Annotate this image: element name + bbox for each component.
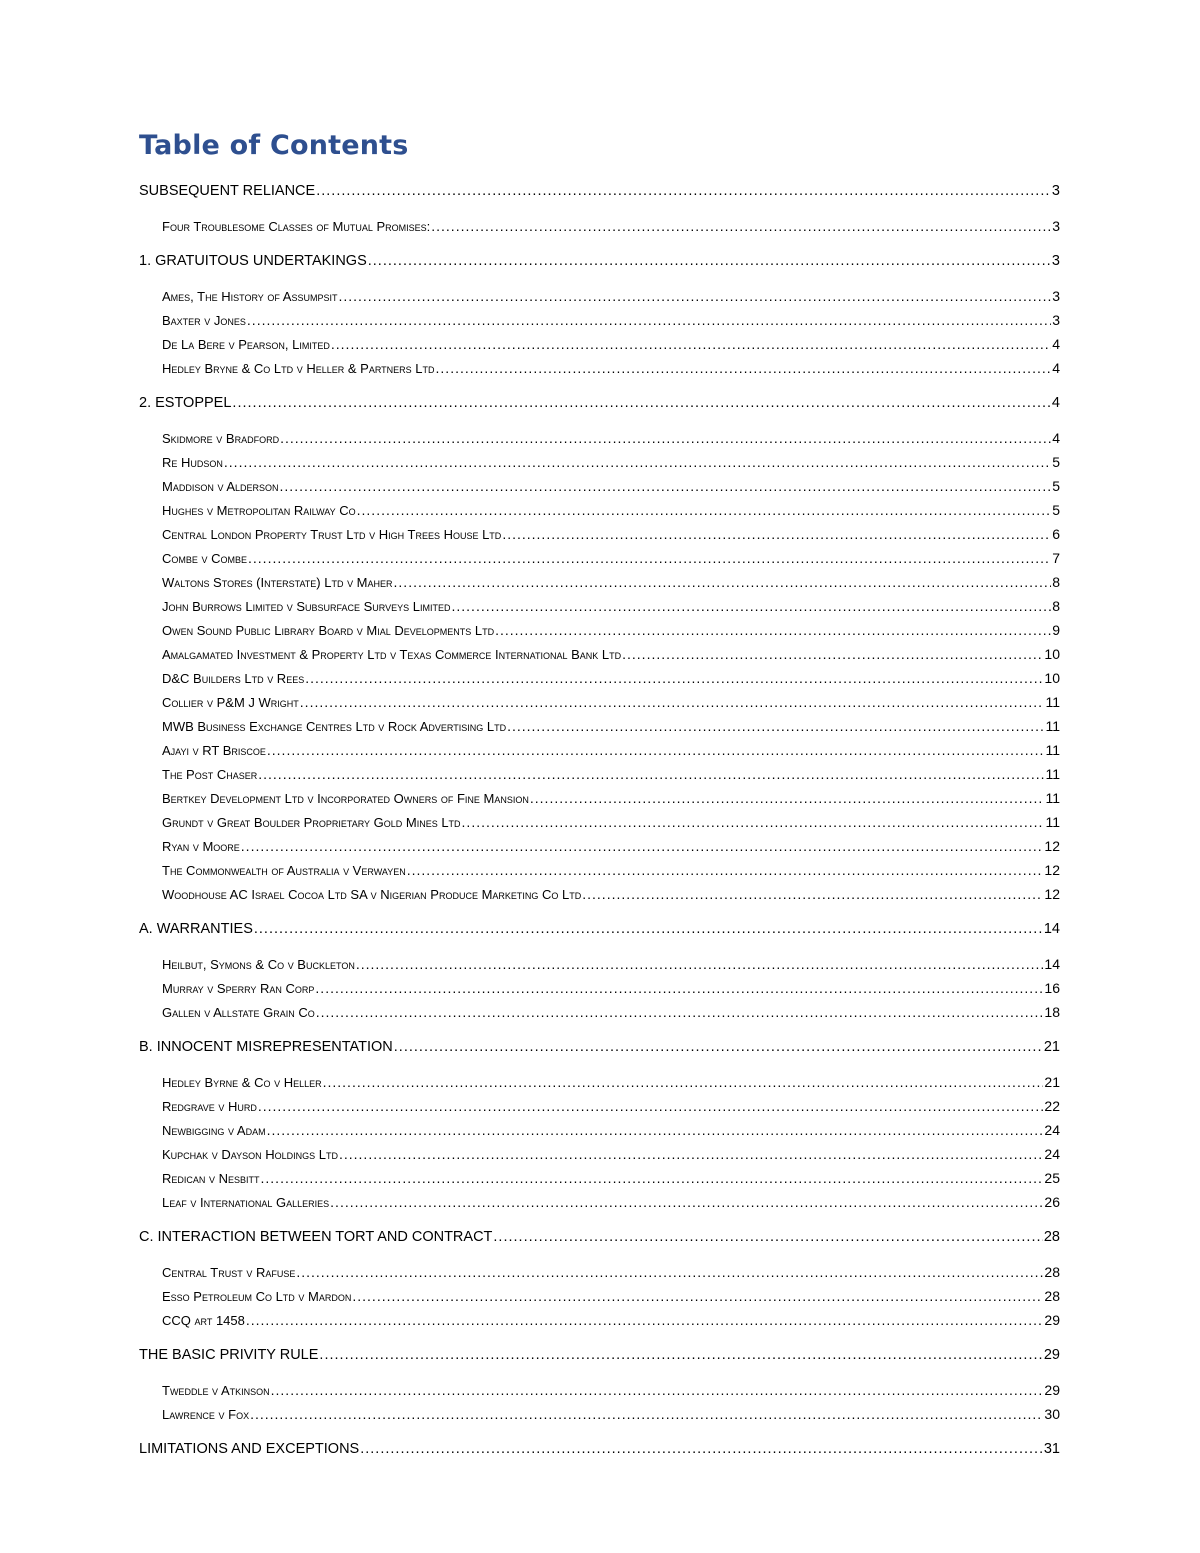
toc-page-number: 4 (1051, 395, 1060, 411)
toc-entry-label: Central London Property Trust Ltd v High Trees House Ltd (162, 527, 502, 542)
toc-heading-entry[interactable] (139, 391, 1060, 415)
toc-dot-leader (241, 834, 1044, 858)
toc-subentry[interactable] (139, 834, 1060, 858)
toc-dot-leader (352, 1284, 1043, 1308)
toc-entry-label: D&C Builders Ltd v Rees (162, 671, 305, 686)
toc-page-number: 29 (1043, 1347, 1060, 1363)
toc-entry-label: The Post Chaser (162, 767, 258, 782)
toc-subentry[interactable] (139, 522, 1060, 546)
toc-subentry[interactable] (139, 1118, 1060, 1142)
toc-entry-label: A. WARRANTIES (139, 921, 253, 937)
toc-entry-label: The Commonwealth of Australia v Verwayen (162, 863, 406, 878)
toc-subentry[interactable] (139, 570, 1060, 594)
toc-page-number: 5 (1052, 502, 1060, 518)
toc-entry-label: 2. ESTOPPEL (139, 395, 232, 411)
toc-dot-leader (258, 1094, 1044, 1118)
toc-page-number: 5 (1052, 478, 1060, 494)
toc-page-number: 22 (1044, 1098, 1060, 1114)
toc-entry-label: Heilbut, Symons & Co v Buckleton (162, 957, 355, 972)
toc-dot-leader (261, 1166, 1044, 1190)
toc-entry-label: Re Hudson (162, 455, 223, 470)
toc-page-number: 21 (1043, 1039, 1060, 1055)
toc-subentry[interactable] (139, 1000, 1060, 1024)
toc-page-number: 31 (1043, 1441, 1060, 1457)
toc-subentry[interactable] (139, 1402, 1060, 1426)
toc-page-number: 8 (1052, 574, 1060, 590)
toc-subentry[interactable] (139, 426, 1060, 450)
toc-page-number: 29 (1044, 1382, 1060, 1398)
toc-entry-label: Tweddle v Atkinson (162, 1383, 270, 1398)
toc-dot-leader (493, 1225, 1042, 1249)
toc-page-number: 25 (1044, 1170, 1060, 1186)
toc-entry-label: 1. GRATUITOUS UNDERTAKINGS (139, 253, 367, 269)
toc-dot-leader (339, 1142, 1043, 1166)
toc-subentry[interactable] (139, 762, 1060, 786)
toc-dot-leader (495, 618, 1051, 642)
toc-dot-leader (280, 474, 1052, 498)
toc-entry-label: Gallen v Allstate Grain Co (162, 1005, 315, 1020)
toc-heading-entry[interactable] (139, 249, 1060, 273)
toc-page-number: 11 (1045, 694, 1060, 710)
toc-entry-label: Bertkey Development Ltd v Incorporated Owners of Fine Mansion (162, 791, 529, 806)
toc-subentry[interactable] (139, 714, 1060, 738)
toc-page-number: 10 (1044, 670, 1060, 686)
toc-page-number: 12 (1044, 886, 1060, 902)
toc-heading-entry[interactable] (139, 1343, 1060, 1367)
toc-subentry[interactable] (139, 546, 1060, 570)
toc-dot-leader (507, 714, 1044, 738)
toc-entry-label: Amalgamated Investment & Property Ltd v Texas Commerce International Bank Ltd (162, 647, 622, 662)
toc-subentry[interactable] (139, 1308, 1060, 1332)
toc-page-number: 14 (1043, 921, 1060, 937)
toc-entry-label: Redican v Nesbitt (162, 1171, 260, 1186)
toc-subentry[interactable] (139, 666, 1060, 690)
toc-dot-leader (530, 786, 1045, 810)
toc-page-number: 8 (1052, 598, 1060, 614)
toc-page-number: 6 (1052, 526, 1060, 542)
toc-dot-leader (247, 308, 1051, 332)
toc-page-number: 11 (1045, 718, 1060, 734)
toc-entry-label: Ajayi v RT Briscoe (162, 743, 266, 758)
toc-entry-label: Redgrave v Hurd (162, 1099, 257, 1114)
toc-entry-label: Waltons Stores (Interstate) Ltd v Maher (162, 575, 393, 590)
toc-entry-label: C. INTERACTION BETWEEN TORT AND CONTRACT (139, 1229, 493, 1245)
toc-dot-leader (462, 810, 1045, 834)
toc-page-number: 5 (1052, 454, 1060, 470)
toc-page-number: 21 (1044, 1074, 1060, 1090)
toc-page-number: 10 (1044, 646, 1060, 662)
toc-entry-label: Leaf v International Galleries (162, 1195, 330, 1210)
toc-page-number: 11 (1045, 814, 1060, 830)
toc-entry-label: Combe v Combe (162, 551, 248, 566)
toc-entry-label: Maddison v Alderson (162, 479, 279, 494)
toc-dot-leader (316, 1000, 1044, 1024)
toc-subentry[interactable] (139, 498, 1060, 522)
toc-list (139, 179, 1060, 1461)
toc-page-number: 12 (1044, 838, 1060, 854)
toc-dot-leader (271, 1378, 1044, 1402)
toc-page-number: 3 (1051, 253, 1060, 269)
toc-page-number: 4 (1052, 336, 1060, 352)
toc-dot-leader (250, 1402, 1043, 1426)
toc-entry-label: Hedley Bryne & Co Ltd v Heller & Partners Ltd (162, 361, 435, 376)
toc-subentry[interactable] (139, 1378, 1060, 1402)
toc-dot-leader (394, 1035, 1043, 1059)
toc-entry-label: Baxter v Jones (162, 313, 246, 328)
toc-page-number: 3 (1051, 183, 1060, 199)
toc-subentry[interactable] (139, 690, 1060, 714)
toc-entry-label: B. INNOCENT MISREPRESENTATION (139, 1039, 393, 1055)
toc-subentry[interactable] (139, 882, 1060, 906)
toc-dot-leader (356, 952, 1044, 976)
toc-dot-leader (246, 1308, 1044, 1332)
toc-entry-label: Owen Sound Public Library Board v Mial Developments Ltd (162, 623, 495, 638)
toc-subentry[interactable] (139, 214, 1060, 238)
toc-dot-leader (436, 356, 1052, 380)
toc-dot-leader (622, 642, 1043, 666)
toc-dot-leader (319, 1343, 1042, 1367)
toc-page-number: 9 (1052, 622, 1060, 638)
toc-page-number: 3 (1052, 312, 1060, 328)
toc-entry-label: John Burrows Limited v Subsurface Surveys Limited (162, 599, 451, 614)
toc-dot-leader (316, 179, 1051, 203)
toc-entry-label: Lawrence v Fox (162, 1407, 250, 1422)
toc-dot-leader (502, 522, 1051, 546)
toc-page-number: 4 (1052, 430, 1060, 446)
toc-dot-leader (224, 450, 1051, 474)
toc-dot-leader (452, 594, 1052, 618)
toc-dot-leader (368, 249, 1051, 273)
toc-dot-leader (431, 214, 1051, 238)
toc-dot-leader (267, 1118, 1044, 1142)
toc-dot-leader (315, 976, 1043, 1000)
toc-subentry[interactable] (139, 976, 1060, 1000)
toc-subentry[interactable] (139, 952, 1060, 976)
toc-page-number: 28 (1044, 1264, 1060, 1280)
toc-subentry[interactable] (139, 474, 1060, 498)
toc-heading-entry[interactable] (139, 917, 1060, 941)
toc-dot-leader (360, 1437, 1043, 1461)
toc-entry-label: Ames, The History of Assumpsit (162, 289, 338, 304)
toc-subentry[interactable] (139, 332, 1060, 356)
toc-entry-label: Murray v Sperry Ran Corp (162, 981, 315, 996)
toc-entry-label: SUBSEQUENT RELIANCE (139, 183, 316, 199)
toc-dot-leader (254, 917, 1043, 941)
toc-entry-label: Hughes v Metropolitan Railway Co (162, 503, 356, 518)
toc-dot-leader (338, 284, 1051, 308)
toc-subentry[interactable] (139, 1166, 1060, 1190)
toc-subentry[interactable] (139, 786, 1060, 810)
toc-subentry[interactable] (139, 1094, 1060, 1118)
toc-subentry[interactable] (139, 738, 1060, 762)
toc-dot-leader (248, 546, 1051, 570)
toc-page-number: 11 (1045, 790, 1060, 806)
toc-heading-entry[interactable] (139, 1437, 1060, 1461)
toc-subentry[interactable] (139, 450, 1060, 474)
toc-dot-leader (582, 882, 1043, 906)
document-page (139, 127, 1060, 1461)
toc-subentry[interactable] (139, 1190, 1060, 1214)
toc-dot-leader (394, 570, 1052, 594)
toc-subentry[interactable] (139, 1142, 1060, 1166)
toc-entry-label: MWB Business Exchange Centres Ltd v Rock Advertising Ltd (162, 719, 507, 734)
toc-entry-label: THE BASIC PRIVITY RULE (139, 1347, 319, 1363)
toc-dot-leader (267, 738, 1045, 762)
toc-subentry[interactable] (139, 1070, 1060, 1094)
toc-dot-leader (280, 426, 1051, 450)
toc-subentry[interactable] (139, 642, 1060, 666)
toc-subentry[interactable] (139, 810, 1060, 834)
toc-entry-label: LIMITATIONS AND EXCEPTIONS (139, 1441, 360, 1457)
toc-subentry[interactable] (139, 356, 1060, 380)
toc-dot-leader (331, 332, 1051, 356)
toc-entry-label: Kupchak v Dayson Holdings Ltd (162, 1147, 338, 1162)
toc-heading-entry[interactable] (139, 1035, 1060, 1059)
toc-entry-label: De La Bere v Pearson, Limited (162, 337, 330, 352)
toc-entry-label: Collier v P&M J Wright (162, 695, 299, 710)
toc-entry-label: Newbigging v Adam (162, 1123, 266, 1138)
toc-page-number: 3 (1052, 288, 1060, 304)
toc-heading-entry[interactable] (139, 179, 1060, 203)
toc-dot-leader (357, 498, 1052, 522)
toc-dot-leader (330, 1190, 1043, 1214)
toc-page-number: 16 (1044, 980, 1060, 996)
toc-page-number: 29 (1044, 1312, 1060, 1328)
toc-entry-label: Hedley Byrne & Co v Heller (162, 1075, 322, 1090)
toc-page-number: 7 (1052, 550, 1060, 566)
toc-title: Table of Contents (139, 130, 409, 161)
toc-entry-label: Esso Petroleum Co Ltd v Mardon (162, 1289, 352, 1304)
toc-subentry[interactable] (139, 618, 1060, 642)
toc-entry-label: Four Troublesome Classes of Mutual Promises: (162, 219, 431, 234)
toc-page-number: 24 (1044, 1146, 1060, 1162)
toc-page-number: 18 (1044, 1004, 1060, 1020)
toc-dot-leader (232, 391, 1051, 415)
toc-dot-leader (258, 762, 1044, 786)
toc-subentry[interactable] (139, 1284, 1060, 1308)
toc-page-number: 30 (1044, 1406, 1060, 1422)
toc-heading-entry[interactable] (139, 1225, 1060, 1249)
toc-page-number: 28 (1044, 1288, 1060, 1304)
toc-page-number: 11 (1045, 766, 1060, 782)
toc-subentry[interactable] (139, 858, 1060, 882)
toc-dot-leader (407, 858, 1044, 882)
toc-dot-leader (305, 666, 1043, 690)
toc-page-number: 11 (1045, 742, 1060, 758)
toc-page-number: 3 (1052, 218, 1060, 234)
toc-entry-label: Ryan v Moore (162, 839, 240, 854)
toc-entry-label: Grundt v Great Boulder Proprietary Gold Mines Ltd (162, 815, 461, 830)
toc-subentry[interactable] (139, 308, 1060, 332)
toc-page-number: 28 (1043, 1229, 1060, 1245)
toc-page-number: 26 (1044, 1194, 1060, 1210)
toc-subentry[interactable] (139, 284, 1060, 308)
toc-dot-leader (300, 690, 1045, 714)
toc-dot-leader (323, 1070, 1044, 1094)
toc-entry-label: Skidmore v Bradford (162, 431, 280, 446)
toc-dot-leader (296, 1260, 1043, 1284)
toc-page-number: 14 (1044, 956, 1060, 972)
toc-subentry[interactable] (139, 1260, 1060, 1284)
toc-entry-label: Woodhouse AC Israel Cocoa Ltd SA v Nigerian Produce Marketing Co Ltd (162, 887, 582, 902)
toc-page-number: 4 (1052, 360, 1060, 376)
toc-entry-label: CCQ art 1458 (162, 1313, 245, 1328)
toc-subentry[interactable] (139, 594, 1060, 618)
toc-page-number: 12 (1044, 862, 1060, 878)
toc-page-number: 24 (1044, 1122, 1060, 1138)
toc-entry-label: Central Trust v Rafuse (162, 1265, 296, 1280)
